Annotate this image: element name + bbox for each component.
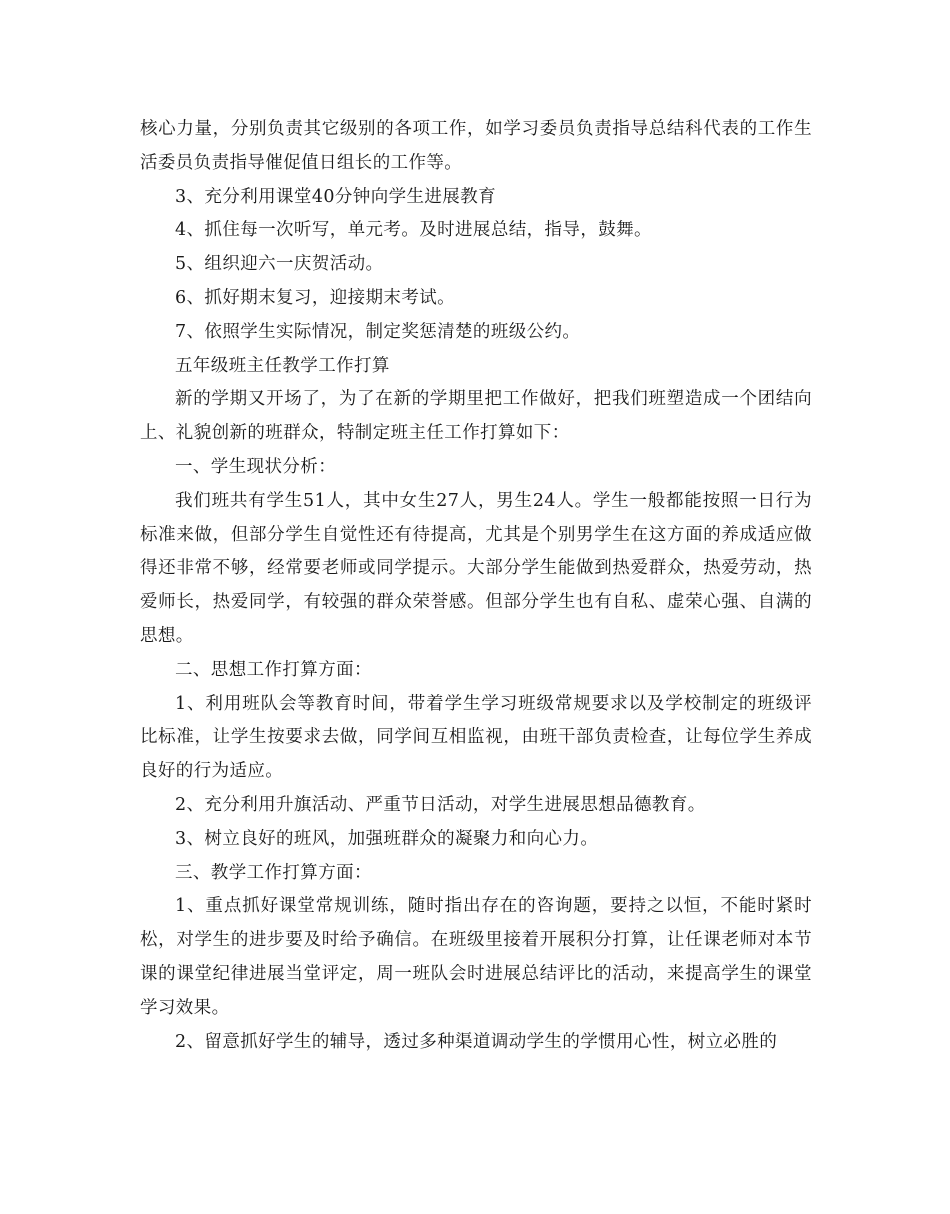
paragraph: 1、利用班队会等教育时间，带着学生学习班级常规要求以及学校制定的班级评比标准，让学生按要求去做，同学间互相监视，由班干部负责检查，让每位学生养成良好的行为适应。	[140, 693, 812, 782]
section-heading: 一、学生现状分析：	[175, 456, 337, 477]
document-body	[140, 113, 812, 1059]
paragraph: 2、留意抓好学生的辅导，透过多种渠道调动学生的学惯用心性，树立必胜的	[175, 1031, 778, 1052]
paragraph: 我们班共有学生51人，其中女生27人，男生24人。学生一般都能按照一日行为标准来做，但部分学生自觉性还有待提高，尤其是个别男学生在这方面的养成适应做得还非常不够，经常要老师或同学提示。大部分学生能做到热爱群众，热爱劳动，热爱师长，热爱同学，有较强的群众荣誉感。但部分学生也有自私、虚荣心强、自满的思想。	[140, 490, 812, 646]
paragraph: 2、充分利用升旗活动、严重节日活动，对学生进展思想品德教育。	[175, 794, 706, 815]
paragraph: 3、充分利用课堂40分钟向学生进展教育	[175, 186, 497, 207]
section-title: 五年级班主任教学工作打算	[175, 355, 390, 376]
paragraph: 1、重点抓好课堂常规训练，随时指出存在的咨询题，要持之以恒，不能时紧时松，对学生的进步要及时给予确信。在班级里接着开展积分打算，让任课老师对本节课的课堂纪律进展当堂评定，周一班队会时进展总结评比的活动，来提高学生的课堂学习效果。	[140, 896, 812, 1018]
paragraph: 4、抓住每一次听写，单元考。及时进展总结，指导，鼓舞。	[175, 220, 652, 241]
paragraph: 5、组织迎六一庆贺活动。	[175, 254, 384, 275]
paragraph: 6、抓好期末复习，迎接期末考试。	[175, 287, 456, 308]
section-heading: 三、教学工作打算方面：	[175, 862, 372, 883]
paragraph: 7、依照学生实际情况，制定奖惩清楚的班级公约。	[175, 321, 581, 342]
paragraph: 3、树立良好的班风，加强班群众的凝聚力和向心力。	[175, 828, 599, 849]
paragraph: 新的学期又开场了，为了在新的学期里把工作做好，把我们班塑造成一个团结向上、礼貌创新的班群众，特制定班主任工作打算如下：	[140, 389, 812, 444]
section-heading: 二、思想工作打算方面：	[175, 659, 372, 680]
paragraph: 核心力量，分别负责其它级别的各项工作，如学习委员负责指导总结科代表的工作生活委员负责指导催促值日组长的工作等。	[140, 119, 812, 173]
